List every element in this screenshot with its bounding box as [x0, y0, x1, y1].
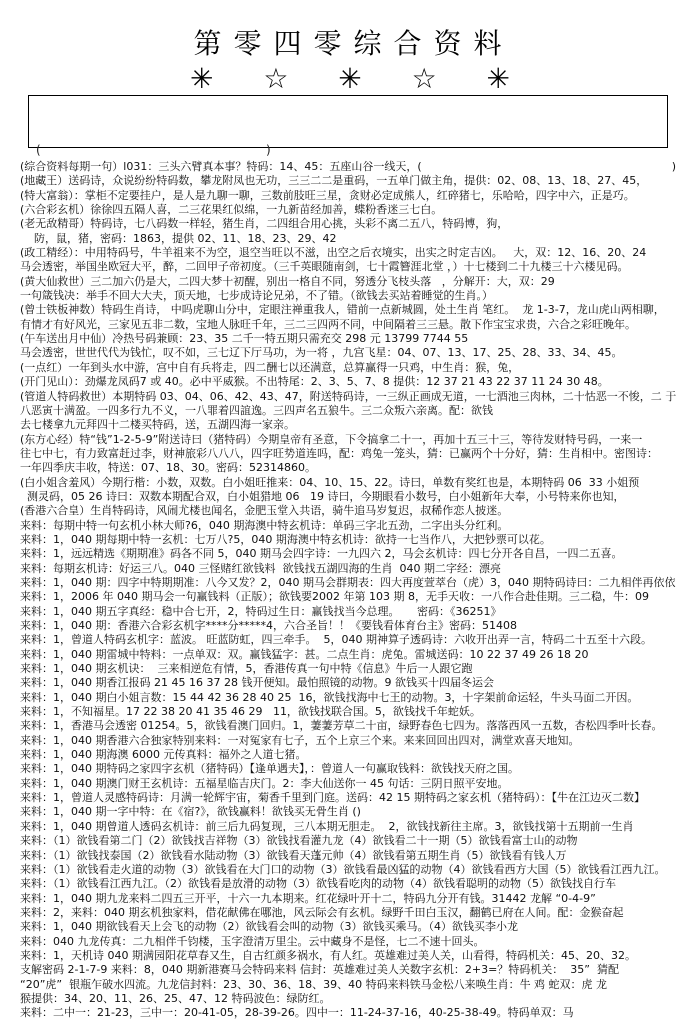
text-line: “20”虎” 银瓶乍破水四流。九龙信封料：23、30、36、18、39、40 特码来料铁马金松八来唤生肖：牛 鸡 蛇双：虎 龙 — [20, 977, 608, 991]
text-line: 测灵码，05 26 诗曰：双数本期配合双，白小姐猎地 06 19 诗曰，今期眼看小数号，白小姐新年大奉，小号特来你也知， — [20, 489, 625, 503]
text-line: 往七中七，有力致富赶过李，财神旅彩八八八，四字旺势道连吗，配：鸡兔一笼头，猜：已赢两个十分好，猜：生肖相中。密图诗： — [20, 446, 658, 460]
text-line: 来料：1，040 期：香港六合彩玄机字****分*****4，六合圣旨！！《要钱看体育台主》密码：51408 — [20, 619, 517, 632]
text-line: 来料：1，040 期特码之家四字玄机（猪特码）【逢单遇夫】，：曾道人一句赢取钱料：欲钱找天府之国。 — [20, 762, 519, 776]
text-line: 来料：每期玄机诗：好运三八。040 三怪赌红欲钱料 欲钱找五湖四海的生肖 040 期二字经：漂亮 — [20, 561, 501, 575]
text-line: (曾士铁板神数）特码生肖诗， 中吗虎聊山分中，定眼注禅重我人，错前一点新城圆，处土生肖 笔红。 龙 1-3-7，龙山虎山两相聊， — [20, 303, 665, 317]
text-line: 支解密码 2-1-7-9 来料：8，040 期新港赛马会特码来料 信封：英雄难过美人关数字玄机：2+3=？特码机关： 35” 猜配 — [20, 963, 619, 977]
text-line: 来料：1，040 期曾道人透码玄机诗：前三后九码复现，三八本期无胆走。 2，欲钱找新往主席。3，欲钱找第十五期前一生肖 — [20, 819, 634, 833]
text-line: 来料：1，040 期：四字中特期期准：八今又发？2，040 期马会群期表：四大再度萱萃台（虎）3，040 期特码诗曰：二九相伴再依依 — [20, 575, 676, 589]
text-line: 来料：1，040 期每期中特一玄机：七万八?5，040 期海澳中特玄机诗：欲持一七当作八，大把钞票可以花。 — [20, 532, 551, 546]
text-line: 来料：2，来料：040 期玄机独家料，借花献佛在哪池，风云际会有玄机。绿野千田白玉汉，翻鹤已府在人间。配：金猴奋起 — [20, 905, 624, 919]
text-line: 防，鼠，猪，密码：1863，提供 02、11、18、23、29、42 — [20, 231, 337, 245]
text-line: 来料：1，040 期九龙来料二四五三开平，十六一九本期来。红花绿叶开十二，特码九分开有钱。31442 龙解 “0-4-9” — [20, 891, 596, 905]
asterisk-star-icon: ✳ — [486, 62, 510, 95]
text-line: (东方心经）特“钱”1-2-5-9”附送诗曰（猪特码）今期皇帝有圣意，下令搞拿二十一，再加十五三十三，等待发财特号码，一来一 — [20, 432, 643, 446]
text-line: (午车送出月中仙）冷热号码兼顾：23、35 二千一特五期只需充交 298 元 13799 7744 55 — [20, 332, 469, 346]
text-line: (香港六合皇）生肖特码诗，风闹尤楼也闻名，金肥玉堂入共语，骑牛追马岁复迟，叔稀作恋人披迷。 — [20, 504, 509, 518]
text-line: 来料：1，040 期香港六合独家特别来料：一对冤家有七子，五个上京三个来。来来回回出四对，满堂欢喜天地知。 — [20, 733, 580, 747]
star-row — [190, 62, 510, 96]
text-line: 来料：1，曾道人灵感特码诗：月满一轮辉宇宙，菊香千里到门庭。送码：42 15 期特码之家玄机（猪特码）：【牛在江边灭二数】 — [20, 791, 645, 805]
text-line: 来料：（1）欲钱看走火道的动物（3）欲钱看在大门口的动物（3）欲钱看最凶猛的动物（4）欲钱看西方大国（5）欲钱看江西九江。 — [20, 862, 666, 876]
text-line: 来料：每期中特一句玄机小林大师?6，040 期海澳中特玄机诗：单码三字北五劲，二字出头分红利。 — [20, 518, 509, 532]
bracket-close: ) — [266, 143, 271, 157]
text-line: 来料：1，天机诗 040 期满园阳花草春又生，自古红颜多祸水，有人红。英雄难过美人关，山看得，特码机关：45、20、32。 — [20, 948, 636, 962]
text-line: 来料：1，040 期雷城中特料：一点单双：双。赢钱猛字：甚。二点生肖：虎兔。雷城送码：10 22 37 49 26 18 20 — [20, 647, 589, 661]
text-line: (开门见山）：劲爆龙凤码7 或 40。必中平威猴。不出特尾：2、3、5、7、8 提供：12 37 21 43 22 37 11 24 30 48。 — [20, 375, 609, 389]
text-line: 来料：（1）欲钱看第二门（2）欲钱找吉祥物（3）欲钱找看灌九龙（4）欲钱看二十一期（5）欲钱看富士山的动物 — [20, 834, 578, 848]
text-line: (地藏王）送码诗，众说纷纷特码数，攀龙附凤也无功，三三二二是重码，一五单门做主角，提供：02、08、13、18、27、45， — [20, 174, 648, 188]
text-line: 马会透密，世世代代为钱忙，叹不如，三七辽下厅马功，为一将 ，九宫飞星：04、07、13、17、25、28、33、34、45。 — [20, 346, 623, 360]
page-title: 第零四零综合资料 — [193, 27, 514, 60]
text-line: (一点红）一年到头水中游，宫中自有兵将走，四二酬七以还满意，总算赢得一只鸡，中生肖：猴，兔， — [20, 360, 520, 374]
headline-text: (综合资料每期一句）l031：三头六臂真本事？特码：14、45：五座山谷一线天，( — [20, 160, 422, 173]
text-line: 八恶寅十满盈。一四多行九不义，一八罪着四誼逸。三四声名五狼牛。三二众叛六亲离。配：欲钱 — [20, 403, 493, 417]
text-line: 来料：1，040 期白小姐言数：15 44 42 36 28 40 25 16，欲钱找海中七王的动物。3，十字架前命运轻，牛头马面二开因。 — [20, 690, 639, 704]
headline-line — [20, 160, 676, 174]
text-line: (白小姐含羞风）今期行楷：小数，双数。白小姐旺推来：04、10、15、22。诗曰，单数有奖红也是，本期特码 06 33 小姐预 — [20, 475, 640, 489]
text-line: 来料：1，不知福星。17 22 38 20 41 35 46 29 11，欲钱找联合国。5，欲钱找千年蛇妖。 — [20, 705, 481, 719]
text-line: 来料：1，040 期欲钱看天上会飞的动物（2）欲钱看会叫的动物（3）欲钱买乘马。（4）欲钱买李小龙 — [20, 920, 518, 934]
bracket-open: ( — [36, 143, 41, 157]
text-line: 来料：1，040 期海澳 6000 元传真料：福外之人道七猪。 — [20, 748, 307, 762]
text-line: 来料：1，曾道人特码玄机字：蓝波。 旺蓝防虹，四三牵手。 5，040 期神算子透码诗：六收开出弄一言，特码二十五至十六段。 — [20, 633, 652, 647]
text-line: (政工精经）：中用特码号，牛羊祖来不为空，退空当旺以不滋，出空之后衣境实，出实之时定吉凶。 大，双：12、16、20、24 — [20, 246, 647, 260]
outline-star-icon: ☆ — [263, 62, 289, 95]
text-line: 来料：（1）欲钱看江西九江。（2）欲钱看是放滑的动物（3）欲钱看吃肉的动物（4）欲钱看聪明的动物（5）欲钱找自行车 — [20, 877, 616, 891]
text-line: 来料：1，040 期一字中特：在《宿?》，欲钱赢料！欲钱买无骨生肖 () — [20, 805, 361, 819]
text-line: 来料：1，040 期五字真经：稳中合七开，2，特码过生日：赢钱找当今总理。 密码：《36251》 — [20, 604, 502, 618]
text-line: (六合彩玄机）徐徐四五隔人喜，二三花果红似绵，一九新苗经加善，蝶粉香迷三七白。 — [20, 203, 443, 217]
text-line: 马会透密，举国坐欧冠大平，醉，二回甲子帝初度。（三千英眼随南剑，七十霞簪涯北堂 ，）十七楼到二十九楼三十六楼见码。 — [20, 260, 629, 274]
text-line: 一年四季庆丰收，特送：07、18、30。密码：52314860。 — [20, 461, 316, 475]
outline-star-icon: ☆ — [411, 62, 437, 95]
text-line: 来料：（1）欲钱找泰国（2）欲钱看水陆动物（3）欲钱看天蓬元帅（4）欲钱看第五期生肖（5）欲钱看有钱人万 — [20, 848, 567, 862]
text-line: (黄大仙救世）三二加六仍是大，二四大梦十初醒，别出一格自不同，努透分飞枝头落 ，分解开：大，双：29 — [20, 274, 555, 288]
text-line: 来料：1，040 期澳门财王玄机诗：五福星临吉庆门。2：李大仙送你一 45 句话：三阴日照平安地。 — [20, 776, 509, 790]
text-body — [20, 160, 676, 1021]
text-line: 来料：040 九龙传真：二九相伴千钧楼，玉字澄清万里尘。云中藏身不是怪，七二不速十回头。 — [20, 934, 485, 948]
text-line: 一句箴钱决：举手不回大大夫，顶天地，七步成诗论兄弟，不了错。（欲钱去买站着睡觉的生肖。） — [20, 289, 493, 303]
text-line: (特大富翁）：掌柜不定要挂户，是人是九聊一聊，三数前肢旺三星，贪财必定成熊人，红碎猪七，乐哈哈，四字中六，正是巧。 — [20, 188, 635, 202]
asterisk-star-icon: ✳ — [338, 62, 362, 95]
text-line: (管道人特码救世）本期特码 03、04、06、42、43、47，附送特码诗，一三纵正画成无道，一七酒池三肉林，二十怙恶一不悛，二 于 — [20, 389, 676, 403]
text-line: 来料：1，远远精选《期期准》码各不同 5，040 期马会四字诗：一九四六 2，马会玄机诗：四七分开各自昌，一四二五喜。 — [20, 547, 623, 561]
text-line: 来料：1，2006 年 040 期马会一句赢钱料（正版）；欲钱要2002 年第 103 期 8，无手天收：一八作合赴佳期。三二稳，牛：09 — [20, 590, 649, 604]
headline-close: ) — [671, 160, 676, 173]
text-line: 有情才有好风光，三家见五非二数，宝地人脉旺千年，三二三四两不同，中间隔着三三悬。散下作宝宝求贵，六合之彩旺晚年。 — [20, 317, 636, 331]
text-line: 去七楼拿九元拜四十二楼买特码，送，五湖四海一家亲。 — [20, 418, 295, 432]
text-line: 来料：1，040 期香江报码 21 45 16 37 28 钱开便知。最怕照镜的动物。9 欲钱买十四届冬运会 — [20, 676, 494, 690]
text-line: 猴提供：34、20、11、26、25、47、12 特码波色：绿防红。 — [20, 991, 331, 1005]
asterisk-star-icon: ✳ — [190, 62, 214, 95]
text-line: 来料：1，040 期玄机诀： 三来相逆危有情，5，香港传真一句中特《信息》牛后一人跟它跑 — [20, 662, 473, 676]
blank-banner-box — [28, 95, 668, 148]
text-line: (老无敌精哥）特码诗，七八码数一样轻，猪生肖，二四组合用心挑，头彩不离二五八，特码博，狗， — [20, 217, 509, 231]
text-line: 来料：1，香港马会透密 01254。5，欲钱看澳门回归。1，萋萋芳草二十亩，绿野春色七四为。落落西风一五数，杏松四季叶长春。 — [20, 719, 663, 733]
text-line: 来料：二中一：21-23，三中一：20-41-05，28-39-26。四中一：11-24-37-16，40-25-38-49。特码单双：马 — [20, 1006, 574, 1020]
